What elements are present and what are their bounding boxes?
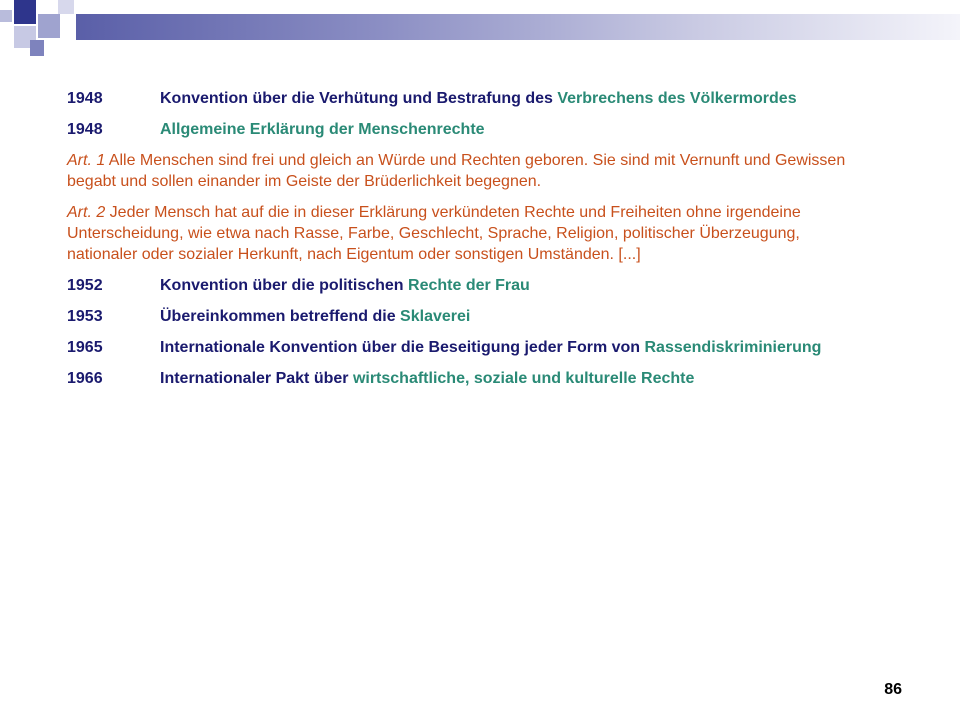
article-body: Alle Menschen sind frei und gleich an Würde und Rechten geboren. Sie sind mit Vernunft und Gewissen begabt und sollen einander im Geiste der Brüderlichkeit begegnen.	[67, 152, 846, 190]
treaty-title: Internationaler Pakt über wirtschaftliche, soziale und kulturelle Rechte	[160, 370, 695, 387]
decor-square	[0, 10, 12, 22]
treaty-entry	[67, 337, 867, 358]
treaty-year: 1948	[67, 121, 103, 138]
treaty-title: Konvention über die politischen Rechte der Frau	[160, 277, 530, 294]
treaty-entry	[67, 368, 867, 389]
treaty-year: 1966	[67, 370, 103, 387]
article-body: Jeder Mensch hat auf die in dieser Erklärung verkündeten Rechte und Freiheiten ohne irgendeine Unterscheidung, wie etwa nach Rasse, Farbe, Geschlecht, Sprache, Religion, politischer Überzeugung, nationaler oder sozialer Herkunft, nach Eigentum oder sonstigen Umständen. [...]	[67, 204, 801, 263]
treaty-title: Allgemeine Erklärung der Menschenrechte	[160, 121, 485, 138]
treaty-title: Internationale Konvention über die Beseitigung jeder Form von Rassendiskriminierung	[160, 339, 822, 356]
treaty-title: Übereinkommen betreffend die Sklaverei	[160, 308, 471, 325]
treaty-year: 1952	[67, 277, 103, 294]
decor-square	[58, 0, 74, 14]
article-label: Art. 2	[67, 204, 106, 221]
treaty-year: 1948	[67, 90, 103, 107]
article-label: Art. 1	[67, 152, 106, 169]
article-text	[67, 150, 867, 192]
treaty-year: 1965	[67, 339, 103, 356]
treaty-year: 1953	[67, 308, 103, 325]
slide-content	[67, 88, 867, 399]
header-gradient-bar	[76, 14, 960, 40]
treaty-entry	[67, 119, 867, 140]
article-text	[67, 202, 867, 265]
treaty-entry	[67, 275, 867, 296]
decor-square	[38, 14, 60, 38]
treaty-title: Konvention über die Verhütung und Bestrafung des Verbrechens des Völkermordes	[160, 90, 797, 107]
decor-square	[30, 40, 44, 56]
treaty-entry	[67, 306, 867, 327]
treaty-entry	[67, 88, 867, 109]
page-number: 86	[884, 681, 902, 698]
decor-square	[14, 0, 36, 24]
